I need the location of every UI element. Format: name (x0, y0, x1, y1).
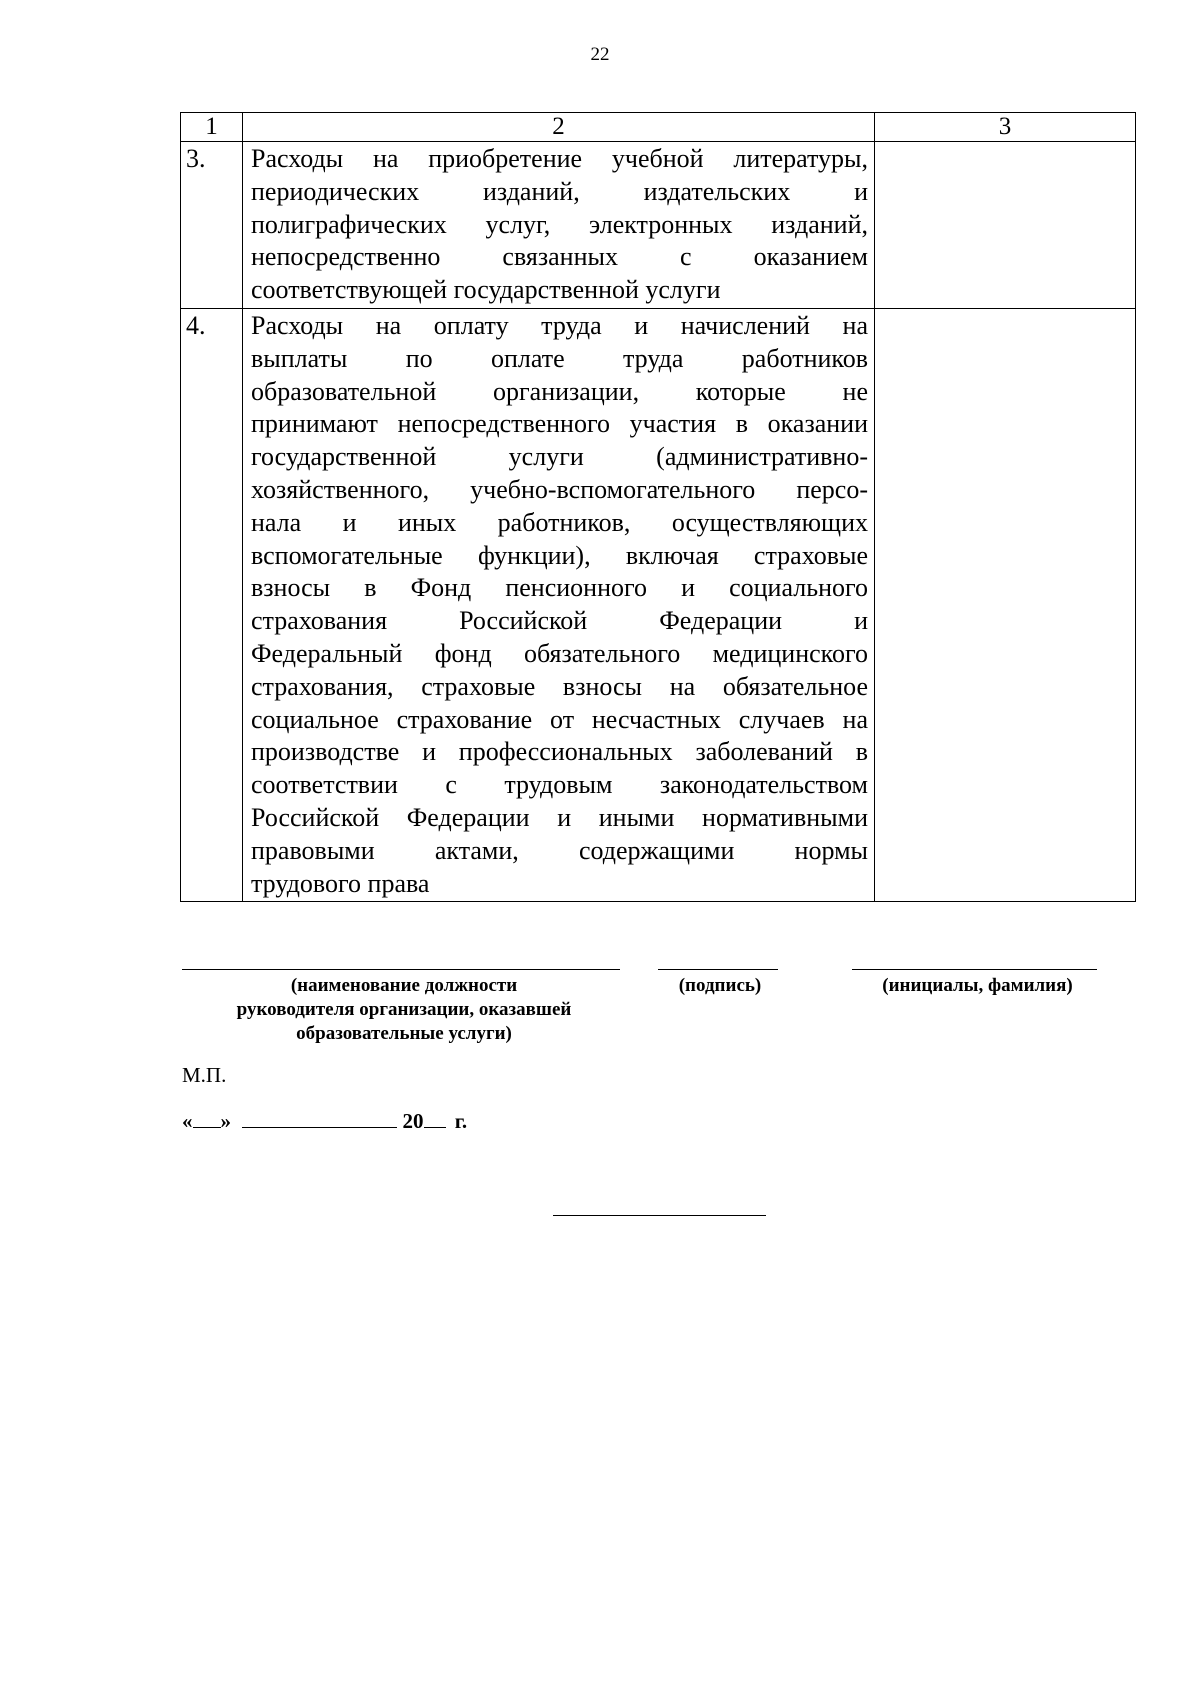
signature-caption: (подпись) (678, 975, 762, 996)
row-number: 3. (181, 142, 243, 309)
description-line: принимают непосредственного участия в оказании (251, 409, 868, 439)
table-header-row (181, 113, 1136, 142)
description-line: соответствии с трудовым законодательством (251, 770, 868, 800)
closing-separator-line (553, 1215, 766, 1216)
row-value (875, 142, 1136, 309)
description-line: вспомогательные функции), включая страховые (251, 540, 868, 570)
row-description (243, 142, 875, 309)
description-line: непосредственно связанных с оказанием (251, 242, 868, 272)
position-caption (214, 974, 594, 1046)
year-blank (424, 1109, 446, 1128)
description-line: социальное страхование от несчастных случаев на (251, 704, 868, 734)
table-row-4 (181, 308, 1136, 901)
name-caption: (инициалы, фамилия) (882, 975, 1073, 996)
row-number: 4. (181, 308, 243, 901)
position-signature-line (182, 969, 620, 970)
row-value (875, 308, 1136, 901)
description-line: соответствующей государственной услуги (251, 275, 721, 305)
description-line: нала и иных работников, осуществляющих (251, 507, 868, 537)
description-line: страхования Российской Федерации и (251, 606, 868, 636)
expenses-table (180, 112, 1136, 902)
table-row-3 (181, 142, 1136, 309)
stamp-label: М.П. (182, 1063, 227, 1087)
description-line: трудового права (251, 868, 430, 898)
row-description (243, 308, 875, 901)
header-col-2: 2 (243, 113, 875, 142)
description-line: взносы в Фонд пенсионного и социального (251, 573, 868, 603)
description-line: Федеральный фонд обязательного медицинского (251, 638, 868, 668)
date-close-quote: » (220, 1109, 231, 1133)
position-caption-line: руководителя организации, оказавшей (236, 999, 572, 1020)
position-caption-line: образовательные услуги) (296, 1023, 512, 1044)
description-line: полиграфических услуг, электронных изданий, (251, 209, 868, 239)
date-line (182, 1109, 467, 1134)
description-line: образовательной организации, которые не (251, 376, 868, 406)
description-line: правовыми актами, содержащими нормы (251, 835, 868, 865)
header-col-1: 1 (181, 113, 243, 142)
description-line: Российской Федерации и иными нормативными (251, 802, 868, 832)
description-line: государственной услуги (административно- (251, 442, 868, 472)
description-line: выплаты по оплате труда работников (251, 343, 868, 373)
description-line: Расходы на оплату труда и начислений на (251, 310, 868, 340)
signature-line (658, 969, 778, 970)
position-caption-line: (наименование должности (290, 975, 518, 996)
year-suffix: г. (454, 1109, 468, 1133)
day-blank (193, 1109, 221, 1128)
description-line: страхования, страховые взносы на обязательное (251, 671, 868, 701)
name-signature-line (852, 969, 1097, 970)
header-col-3: 3 (875, 113, 1136, 142)
month-blank (242, 1109, 397, 1128)
page-number: 22 (590, 44, 610, 65)
description-line: периодических изданий, издательских и (251, 176, 868, 206)
date-open-quote: « (182, 1109, 193, 1133)
description-line: хозяйственного, учебно-вспомогательного персо- (251, 474, 868, 504)
year-prefix: 20 (402, 1109, 424, 1133)
description-line: производстве и профессиональных заболеваний в (251, 737, 868, 767)
description-line: Расходы на приобретение учебной литературы, (251, 144, 868, 173)
